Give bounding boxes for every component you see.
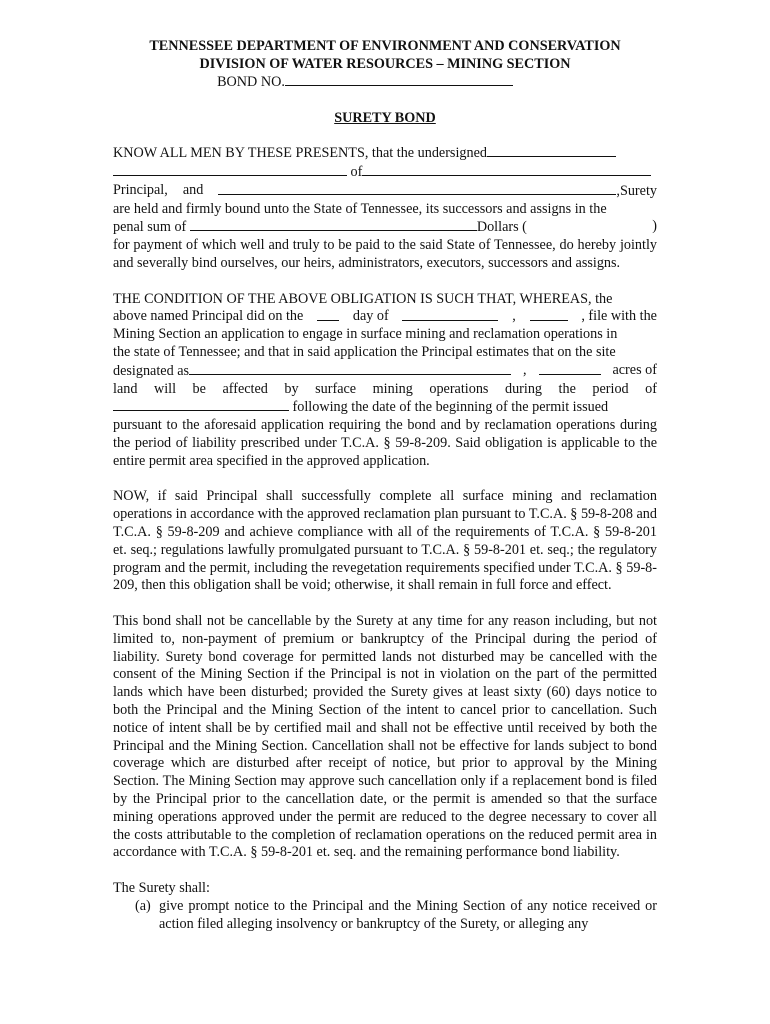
year-blank[interactable] <box>530 308 568 321</box>
para1-line2 <box>113 163 657 182</box>
paragraph-now-if: NOW, if said Principal shall successfully complete all surface mining and reclamation operations in accordance with the approved reclamation plan pursuant to T.C.A. § 59-8-208 and T.C.A. § 59-8-209 and achieve compliance with all of the requirements of T.C.A. § 59-8-201 et. seq.; regulations lawfully promulgated pursuant to T.C.A. § 59-8-201 et. seq.; the regulatory program and the permit, including the revegetation requirements specified under T.C.A. § 59-8-209, then this obligation shall be void; otherwise, it shall remain in full force and effect. <box>113 488 657 594</box>
surety-bond-page <box>113 38 657 933</box>
designated-as-label: designated as <box>113 362 190 379</box>
day-of-text: day of <box>352 308 389 325</box>
paragraph-know-all-men <box>113 144 657 273</box>
comma-text-2: , <box>523 361 527 378</box>
surety-shall-intro: The Surety shall: <box>113 879 210 896</box>
list-item <box>135 898 657 934</box>
division-heading: DIVISION OF WATER RESOURCES – MINING SECTION <box>199 55 571 72</box>
para2-line7 <box>113 398 657 417</box>
para1-line4: are held and firmly bound unto the State of Tennessee, its successors and assigns in the <box>113 200 607 217</box>
para2-line6: land will be affected by surface mining operations during the period of <box>113 380 657 397</box>
para1-line3 <box>113 182 657 201</box>
penal-sum-words-blank[interactable] <box>190 218 477 231</box>
surety-name-blank[interactable] <box>218 182 616 195</box>
para2-line4: the state of Tennessee; and that in said application the Principal estimates that on the site <box>113 344 616 361</box>
site-designation-blank[interactable] <box>189 362 511 375</box>
para2-line2 <box>113 308 657 326</box>
surety-label: ,Surety <box>616 182 657 199</box>
para2-l2-text: above named Principal did on the <box>113 308 304 325</box>
dollars-label: Dollars ( <box>476 219 527 236</box>
list-item-label: (a) <box>135 897 151 914</box>
principal-name-blank[interactable] <box>113 163 347 176</box>
day-blank[interactable] <box>317 308 339 321</box>
para1-line1 <box>113 144 657 163</box>
list-item-text: give prompt notice to the Principal and the Mining Section of any notice received or action filed alleging insolvency or bankruptcy of the Surety, or alleging any <box>159 897 657 932</box>
department-heading: TENNESSEE DEPARTMENT OF ENVIRONMENT AND CONSERVATION <box>149 38 621 54</box>
para1-line5 <box>113 218 657 237</box>
month-blank[interactable] <box>402 308 498 321</box>
and-text: and <box>182 181 204 198</box>
acres-of-label: acres of <box>612 361 657 378</box>
file-with-text: , file with the <box>581 308 657 325</box>
penal-sum-label: penal sum of <box>113 219 187 236</box>
bond-no-label: BOND NO. <box>217 74 285 90</box>
comma-text: , <box>512 308 516 325</box>
para2-l7-text: following the date of the beginning of the permit issued <box>292 399 609 416</box>
principal-address-blank[interactable] <box>362 163 651 176</box>
para1-rest: for payment of which well and truly to be paid to the said State of Tennessee, do hereby jointly and severally bind ourselves, our heirs, administrators, executors, successors and assigns. <box>113 237 657 272</box>
para2-rest: pursuant to the aforesaid application requiring the bond and by reclamation operations during the period of liability prescribed under T.C.A. § 59-8-209. Said obligation is applicable to the entire permit area specified in the approved application. <box>113 417 657 469</box>
paragraph-cancellation: This bond shall not be cancellable by the Surety at any time for any reason including, but not limited to, non-payment of premium or bankruptcy of the Principal during the period of liability. Surety bond coverage for permitted lands not disturbed may be cancelled with the consent of the Mining Section if the Principal is not in violation on the part of the permitted lands which have been disturbed; provided the Surety gives at least sixty (60) days notice to both the Principal and the Mining Section of the intent to cancel prior to cancellation. Such notice of intent shall be by certified mail and shall not be effective until received by both the Principal and the Mining Section. Cancellation shall not be effective for lands subject to bond coverage which are disturbed after receipt of notice, but prior to approval by the Mining Section. The Mining Section may approve such cancellation only if a replacement bond is filed by the Principal prior to the cancellation date, or the permit is amended so that the surface mining operations approved under the permit are reduced to the degree necessary to cover all the costs attributable to the completion of reclamation operations on the reduced permit area in accordance with T.C.A. § 59-8-201 et. seq. and the remaining performance bond liability. <box>113 613 657 861</box>
para1-l1-text: KNOW ALL MEN BY THESE PRESENTS, that the undersigned <box>113 145 487 162</box>
para2-line5 <box>113 362 657 381</box>
bond-no-blank[interactable] <box>285 73 513 86</box>
acres-blank[interactable] <box>539 362 601 375</box>
period-blank[interactable] <box>113 398 289 411</box>
principal-label: Principal, <box>113 181 168 198</box>
document-header <box>113 38 657 92</box>
para1-of-text: of <box>350 164 363 181</box>
paragraph-condition <box>113 291 657 471</box>
bond-number-line <box>113 73 657 92</box>
dollars-close-paren: ) <box>652 218 657 235</box>
undersigned-blank[interactable] <box>487 144 616 157</box>
para2-line1: THE CONDITION OF THE ABOVE OBLIGATION IS SUCH THAT, WHEREAS, the <box>113 290 613 307</box>
para2-line3: Mining Section an application to engage in surface mining and reclamation operations in <box>113 326 618 343</box>
document-title: SURETY BOND <box>334 109 436 126</box>
surety-obligations-list <box>135 898 657 934</box>
